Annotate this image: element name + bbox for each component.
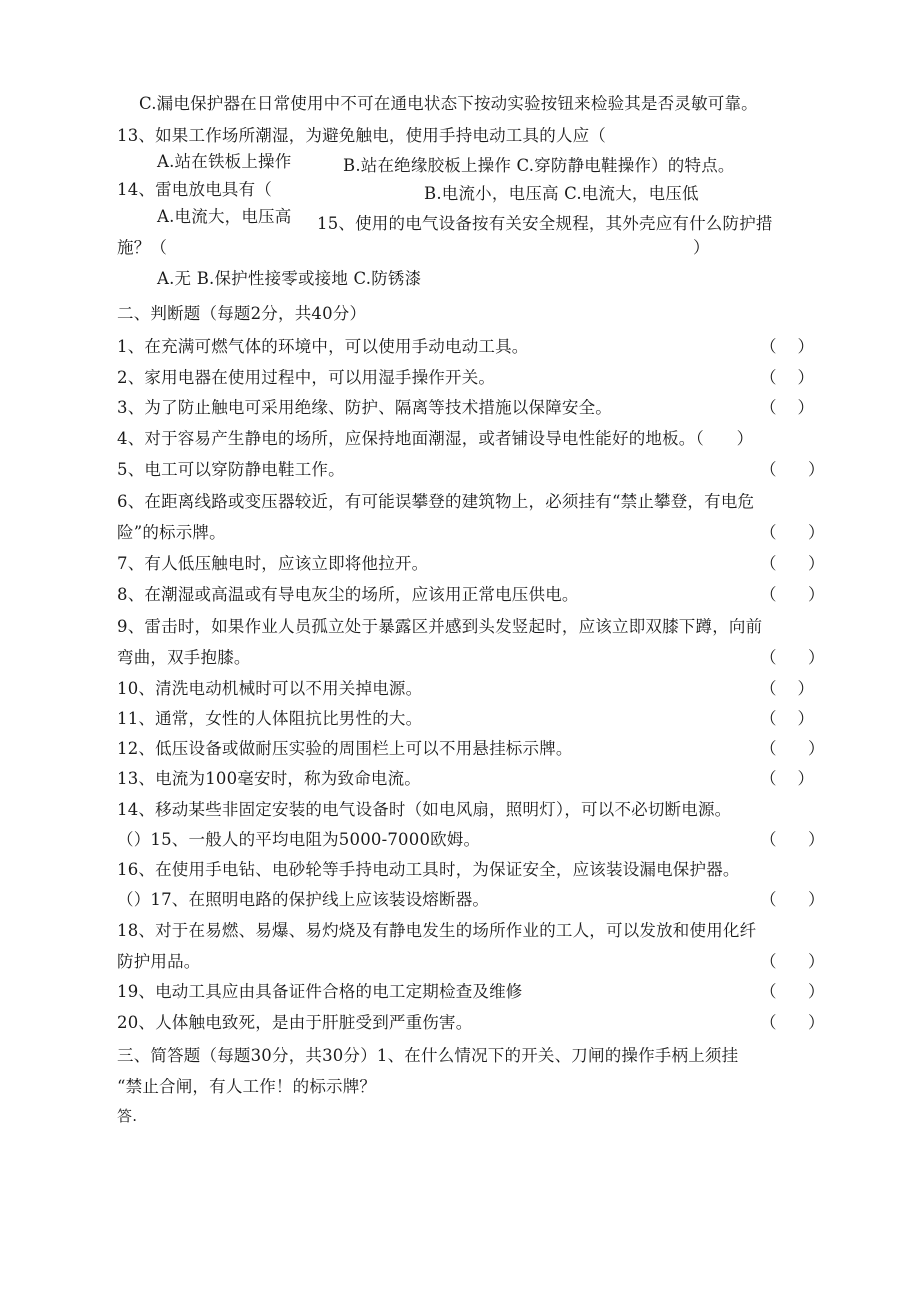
answer-paren-10[interactable]: （ ） [760, 679, 814, 698]
judge-item-19: 19、电动工具应由具备证件合格的电工定期检查及维修 [117, 982, 523, 1001]
answer-paren-6[interactable]: （ ） [760, 523, 825, 542]
q13-stem: 13、如果工作场所潮湿，为避免触电，使用手持电动工具的人应（ [117, 126, 606, 145]
judge-item-12: 12、低压设备或做耐压实验的周围栏上可以不用悬挂标示牌。 [117, 739, 573, 758]
answer-paren-12[interactable]: （ ） [760, 739, 825, 758]
judge-item-3: 3、为了防止触电可采用绝缘、防护、隔离等技术措施以保障安全。 [117, 398, 612, 417]
q15-options: A.无 B.保护性接零或接地 C.防锈漆 [157, 269, 422, 288]
judge-item-9-cont: 弯曲，双手抱膝。 [117, 648, 251, 667]
q13-options-bc: B.站在绝缘胶板上操作 C.穿防静电鞋操作）的特点。 [343, 156, 735, 175]
q15-stem: 15、使用的电气设备按有关安全规程，其外壳应有什么防护措 [317, 214, 773, 233]
answer-paren-20[interactable]: （ ） [760, 1013, 825, 1032]
judge-item-6-cont: 险”的标示牌。 [117, 523, 226, 542]
judge-item-1: 1、在充满可燃气体的环境中，可以使用手动电动工具。 [117, 337, 529, 356]
answer-paren-3[interactable]: （ ） [760, 398, 814, 417]
q14-stem: 14、雷电放电具有（ [117, 180, 272, 199]
section2-title: 二、判断题（每题2分，共40分） [117, 304, 367, 323]
judge-item-6: 6、在距离线路或变压器较近，有可能误攀登的建筑物上，必须挂有“禁止攀登，有电危 [117, 492, 755, 511]
judge-item-11: 11、通常，女性的人体阻抗比男性的大。 [117, 709, 423, 728]
q14-options-bc: B.电流小，电压高 C.电流大，电压低 [424, 184, 699, 203]
answer-paren-18[interactable]: （ ） [760, 952, 825, 971]
judge-item-9: 9、雷击时，如果作业人员孤立处于暴露区并感到头发竖起时，应该立即双膝下蹲，向前 [117, 617, 763, 636]
judge-item-5: 5、电工可以穿防静电鞋工作。 [117, 460, 345, 479]
answer-label: 答. [117, 1107, 138, 1125]
judge-item-4: 4、对于容易产生静电的场所，应保持地面潮湿，或者铺设导电性能好的地板。（ ） [117, 429, 754, 448]
judge-item-18: 18、对于在易燃、易爆、易灼烧及有静电发生的场所作业的工人，可以发放和使用化纤 [117, 921, 757, 940]
q14-option-a: A.电流大，电压高 [157, 207, 292, 226]
answer-paren-13[interactable]: （ ） [760, 769, 814, 788]
answer-paren-9[interactable]: （ ） [760, 648, 825, 667]
answer-paren-19[interactable]: （ ） [760, 982, 825, 1001]
q12-option-c: C.漏电保护器在日常使用中不可在通电状态下按动实验按钮来检验其是否灵敏可靠。 [139, 94, 758, 113]
answer-paren-11[interactable]: （ ） [760, 709, 814, 728]
judge-item-13: 13、电流为100毫安时，称为致命电流。 [117, 769, 421, 788]
answer-paren-8[interactable]: （ ） [760, 585, 825, 604]
q13-option-a: A.站在铁板上操作 [157, 152, 292, 171]
q15-stem-cont: 施？（ [117, 238, 168, 257]
answer-paren-15[interactable]: （ ） [760, 830, 825, 849]
q15-close-paren: ） [693, 238, 710, 257]
answer-paren-17[interactable]: （ ） [760, 890, 825, 909]
answer-paren-2[interactable]: （ ） [760, 368, 814, 387]
judge-item-20: 20、人体触电致死，是由于肝脏受到严重伤害。 [117, 1013, 473, 1032]
judge-item-14: 14、移动某些非固定安装的电气设备时（如电风扇，照明灯），可以不必切断电源。 [117, 800, 732, 819]
judge-item-18-cont: 防护用品。 [117, 952, 201, 971]
answer-paren-7[interactable]: （ ） [760, 554, 825, 573]
judge-item-10: 10、清洗电动机械时可以不用关掉电源。 [117, 679, 423, 698]
section3-line1: 三、简答题（每题30分，共30分）1、在什么情况下的开关、刀闸的操作手柄上须挂 [117, 1046, 739, 1065]
judge-item-16: 16、在使用手电钻、电砂轮等手持电动工具时，为保证安全，应该装设漏电保护器。 [117, 860, 740, 879]
section3-line2: “禁止合闸，有人工作！的标示牌？ [117, 1077, 377, 1096]
answer-paren-1[interactable]: （ ） [760, 337, 814, 356]
judge-item-7: 7、有人低压触电时，应该立即将他拉开。 [117, 554, 429, 573]
judge-item-15: （）15、一般人的平均电阻为5000-7000欧姆。 [117, 830, 481, 849]
judge-item-2: 2、家用电器在使用过程中，可以用湿手操作开关。 [117, 368, 496, 387]
judge-item-17: （）17、在照明电路的保护线上应该装设熔断器。 [117, 890, 490, 909]
judge-item-8: 8、在潮湿或高温或有导电灰尘的场所，应该用正常电压供电。 [117, 585, 579, 604]
answer-paren-5[interactable]: （ ） [760, 460, 825, 479]
